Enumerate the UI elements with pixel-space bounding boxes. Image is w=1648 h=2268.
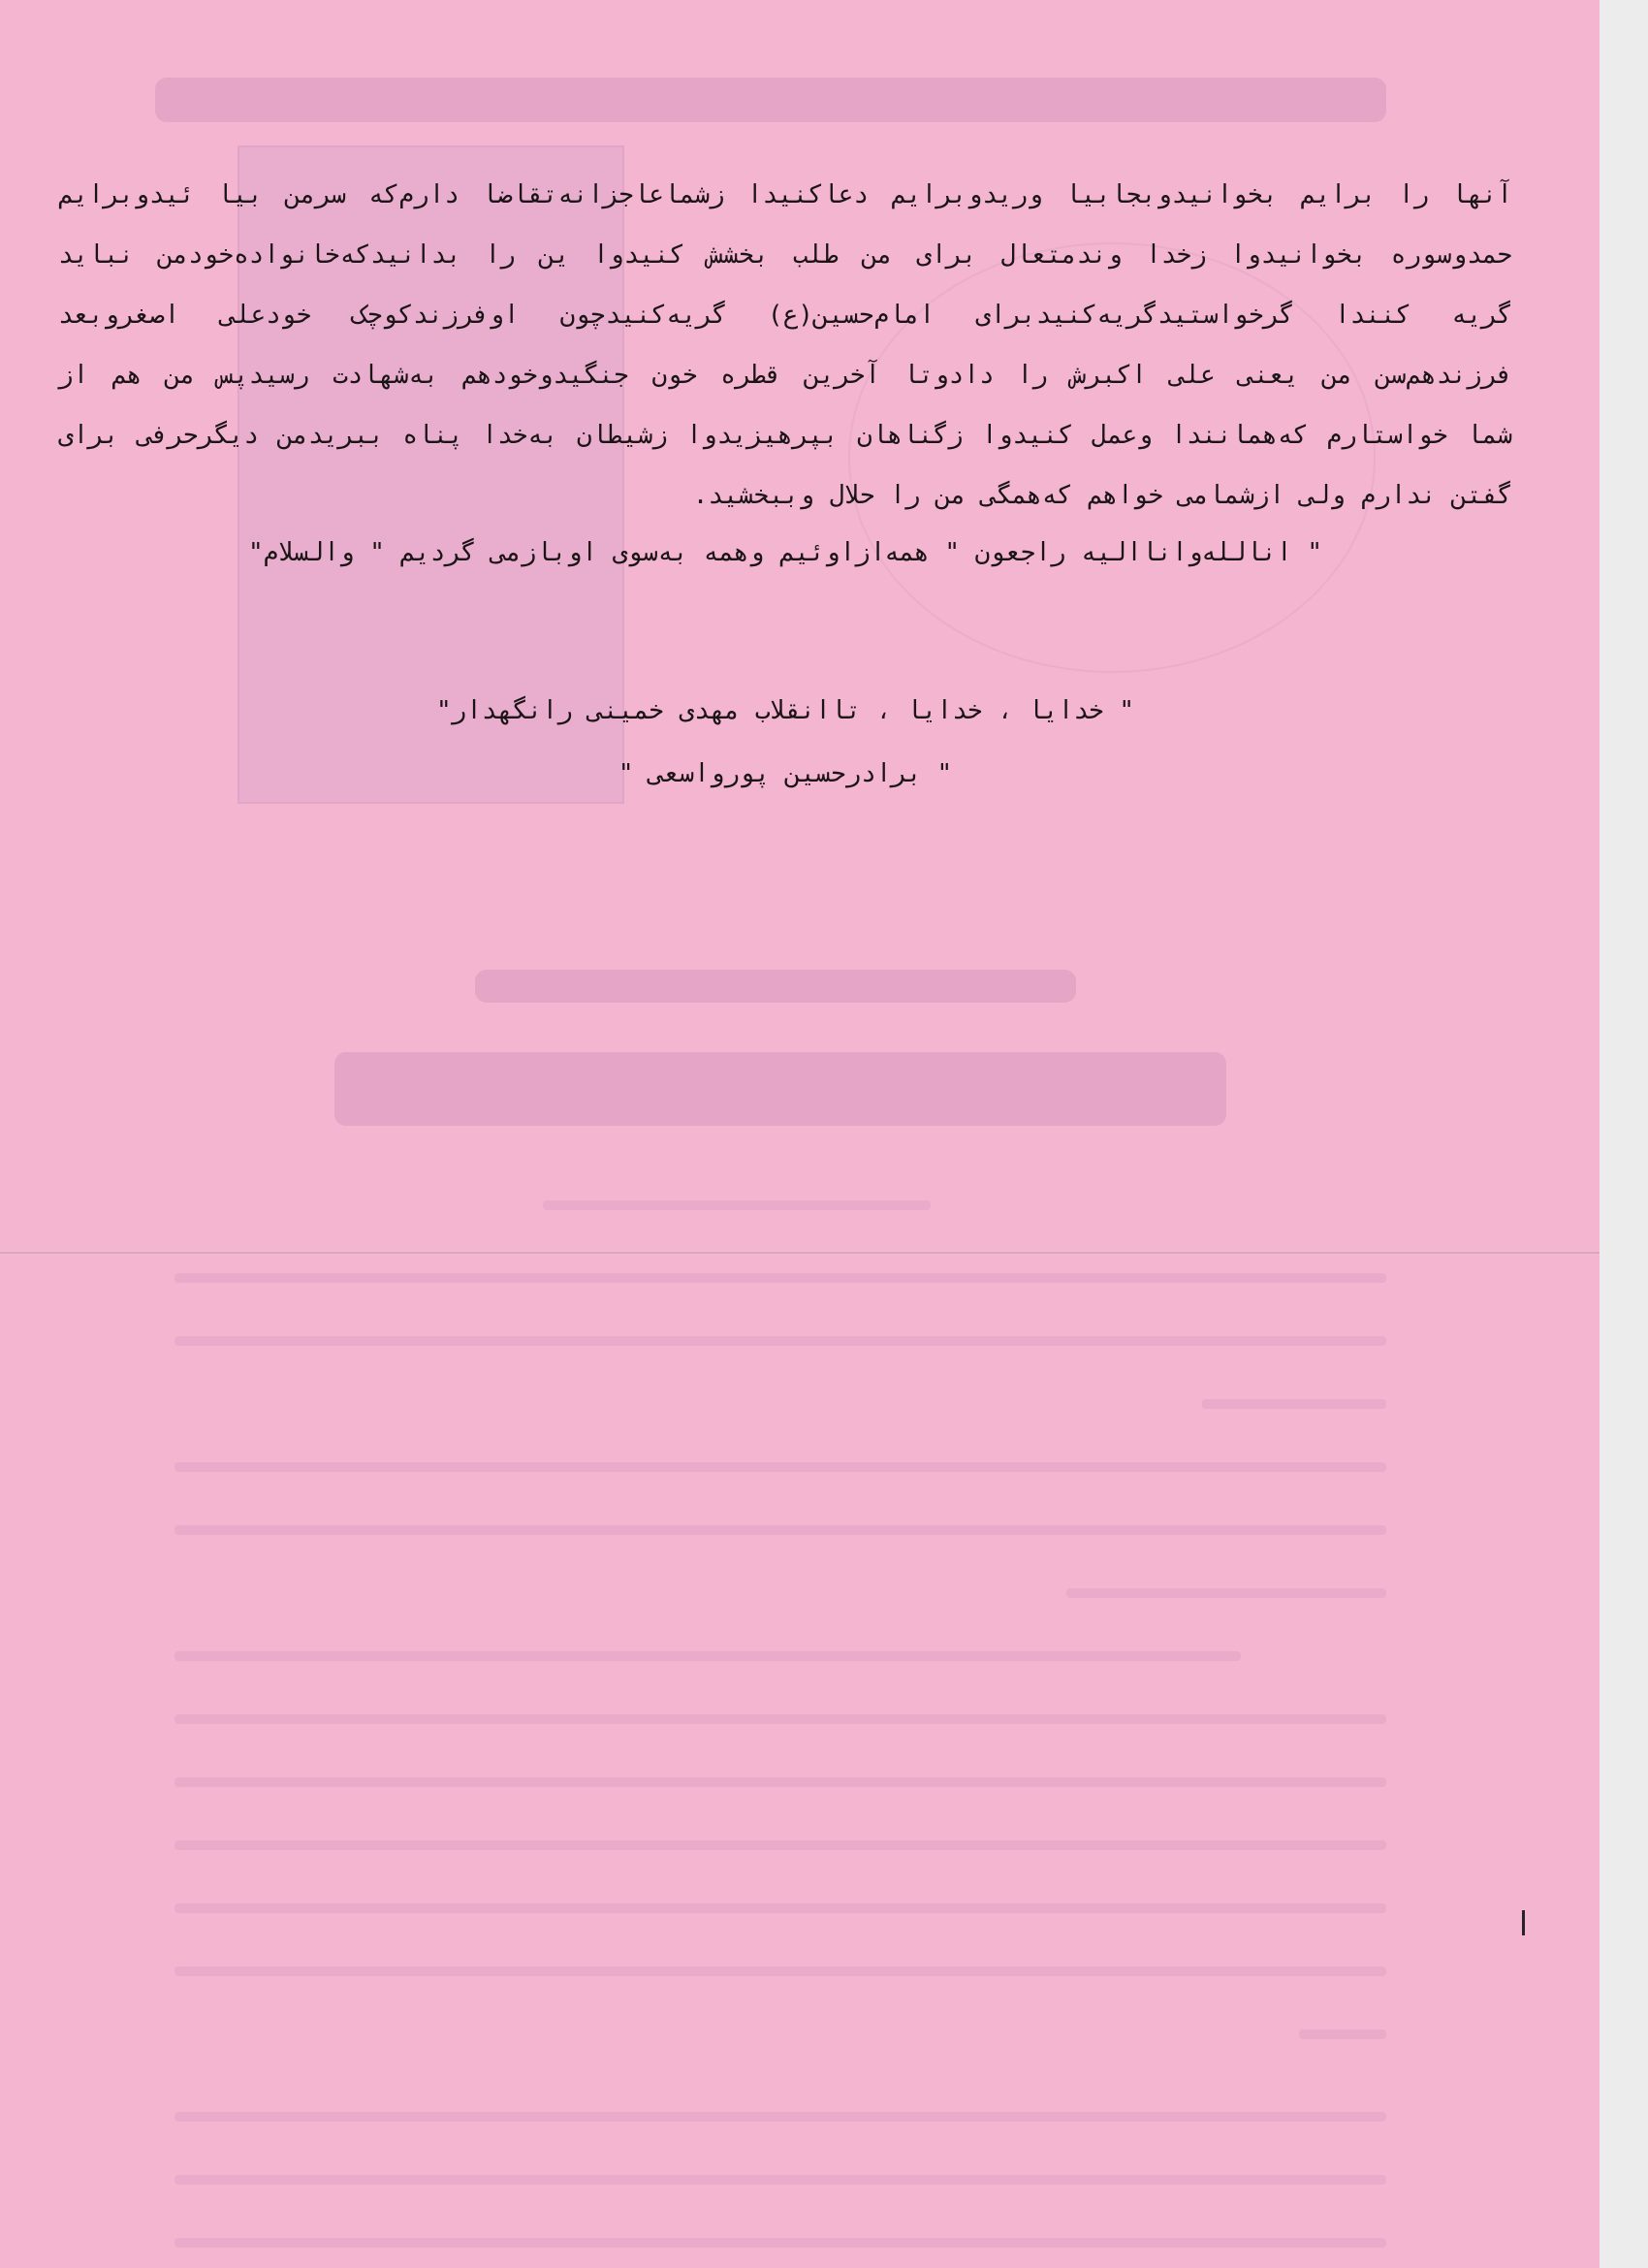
bleed-through-text (174, 2112, 1386, 2122)
bleed-through-text (174, 2175, 1386, 2185)
bleed-through-text (174, 1651, 1241, 1661)
bleed-through-text (174, 1714, 1386, 1724)
bleed-through-text (1202, 1399, 1386, 1409)
letter-body (58, 165, 1512, 580)
bleed-through-text (1299, 2029, 1386, 2039)
bleed-through-text (174, 2238, 1386, 2248)
bleed-through-text (543, 1200, 931, 1210)
bleed-through-heading (155, 78, 1386, 122)
letter-line: فرزندهم‌سن من یعنی علی اکبرش را دادوتا آخرین قطره خون جنگیدوخودهم به‌شهادت رسیدپس من هم از (58, 361, 1512, 390)
letter-line: آنها را برایم بخوانیدوبجابیا وریدوبرایم دعاکنیدا زشماعاجزانه‌تقاضا دارم‌که سرمن بیا ئیدوبرایم (58, 180, 1512, 209)
bleed-through-text (174, 1525, 1386, 1535)
letter-line: گفتن ندارم ولی ازشمامی خواهم که‌همگی من را حلال وببخشید. (692, 481, 1512, 510)
letter-line: حمدوسوره بخوانیدوا زخدا وندمتعال برای من طلب بخشش کنیدوا ین را بدانیدکه‌خانواده‌خودمن نباید (58, 240, 1512, 270)
signature-line: " برادرحسین پورواسعی " (618, 759, 953, 788)
bleed-through-text (174, 1777, 1386, 1787)
prayer-line: " خدایا ، خدایا ، تاانقلاب مهدی خمینی رانگهدار" (435, 696, 1135, 725)
scan-background (1600, 0, 1648, 2268)
quran-verse-line: " اناللەواناالیه راجعون " همەازاوئیم وهمه به‌سوی اوبازمی گردیم " والسلام" (248, 538, 1322, 567)
bleed-through-text (1066, 1588, 1386, 1598)
bleed-through-text (174, 1462, 1386, 1472)
letter-line: شما خواستارم که‌همانندا وعمل کنیدوا زگناهان بپرهیزیدوا زشیطان به‌خدا پناه ببریدمن دیگرحرفی برای (58, 421, 1512, 450)
bleed-through-text (174, 1966, 1386, 1976)
bleed-through-text (174, 1336, 1386, 1346)
paper-fold (0, 1251, 1600, 1255)
bleed-through-text (174, 1273, 1386, 1283)
ink-mark (1522, 1910, 1525, 1935)
bleed-through-text (174, 1903, 1386, 1913)
bleed-through-heading (475, 970, 1076, 1003)
letter-line: گریه کنندا گرخواستیدگریه‌کنیدبرای امام‌حسین(ع) گریه‌کنیدچون اوفرزندکوچک خودعلی اصغروبعد (58, 301, 1512, 330)
bleed-through-heading (334, 1052, 1226, 1126)
bleed-through-text (174, 1840, 1386, 1850)
